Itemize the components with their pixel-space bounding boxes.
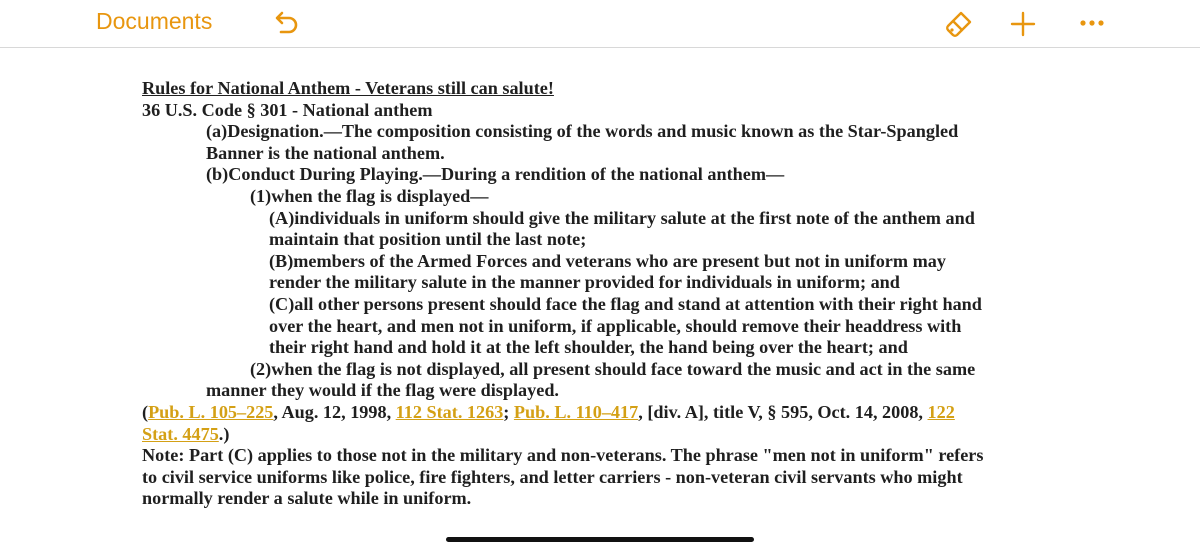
add-icon[interactable] — [1009, 10, 1037, 38]
stat-4475-link-part-2[interactable]: Stat. 4475 — [142, 423, 219, 444]
flag-not-displayed-line-1: (2)when the flag is not displayed, all present should face toward the music and act in the same — [250, 358, 976, 379]
format-brush-icon[interactable] — [944, 9, 974, 39]
citation-line-2 — [142, 424, 1102, 446]
clause-b-line-2: render the military salute in the manner provided for individuals in uniform; and — [269, 272, 900, 293]
citation-text-1: , Aug. 12, 1998, — [273, 401, 396, 422]
home-indicator[interactable] — [446, 537, 754, 542]
flag-displayed-heading: (1)when the flag is displayed— — [250, 185, 489, 206]
code-heading: 36 U.S. Code § 301 - National anthem — [142, 99, 433, 120]
toolbar — [0, 0, 1200, 48]
clause-c-line-2: over the heart, and men not in uniform, if applicable, should remove their headdress with — [269, 315, 962, 336]
pub-l-105-225-link[interactable]: Pub. L. 105–225 — [148, 401, 274, 422]
citation-close: .) — [218, 423, 230, 444]
note-line-1: Note: Part (C) applies to those not in the military and non-veterans. The phrase "men not in uniform" refers — [142, 445, 984, 466]
designation-line-1: (a)Designation.—The composition consisting of the words and music known as the Star-Spangled — [206, 121, 959, 142]
note-line-3: normally render a salute while in uniform. — [142, 488, 472, 509]
more-icon[interactable] — [1078, 16, 1106, 30]
citation-text-2: ; — [503, 401, 514, 422]
clause-c-line-3: their right hand and hold it at the left shoulder, the hand being over the heart; and — [269, 337, 908, 358]
document-body — [142, 78, 1102, 510]
citation-open: ( — [142, 401, 149, 422]
citation-text-3: , [div. A], title V, § 595, Oct. 14, 2008, — [638, 401, 928, 422]
document-title: Rules for National Anthem - Veterans still can salute! — [142, 78, 554, 98]
documents-back-button[interactable]: Documents — [96, 8, 213, 34]
clause-a-line-2: maintain that position until the last note; — [269, 229, 587, 250]
note-line-2: to civil service uniforms like police, fire fighters, and letter carriers - non-veteran civil servants who might — [142, 466, 963, 487]
pub-l-110-417-link[interactable]: Pub. L. 110–417 — [513, 401, 639, 422]
clause-b-line-1: (B)members of the Armed Forces and veterans who are present but not in uniform may — [269, 250, 946, 271]
designation-line-2: Banner is the national anthem. — [206, 142, 445, 163]
citation-line-1 — [142, 402, 1102, 424]
undo-icon[interactable] — [272, 10, 300, 38]
conduct-heading: (b)Conduct During Playing.—During a rendition of the national anthem— — [206, 164, 785, 185]
stat-4475-link-part-1[interactable]: 122 — [927, 401, 955, 422]
clause-c-line-1: (C)all other persons present should face the flag and stand at attention with their right hand — [269, 293, 982, 314]
clause-a-line-1: (A)individuals in uniform should give the military salute at the first note of the anthem and — [269, 207, 975, 228]
stat-1263-link[interactable]: 112 Stat. 1263 — [395, 401, 504, 422]
flag-not-displayed-line-2: manner they would if the flag were displayed. — [206, 380, 559, 401]
